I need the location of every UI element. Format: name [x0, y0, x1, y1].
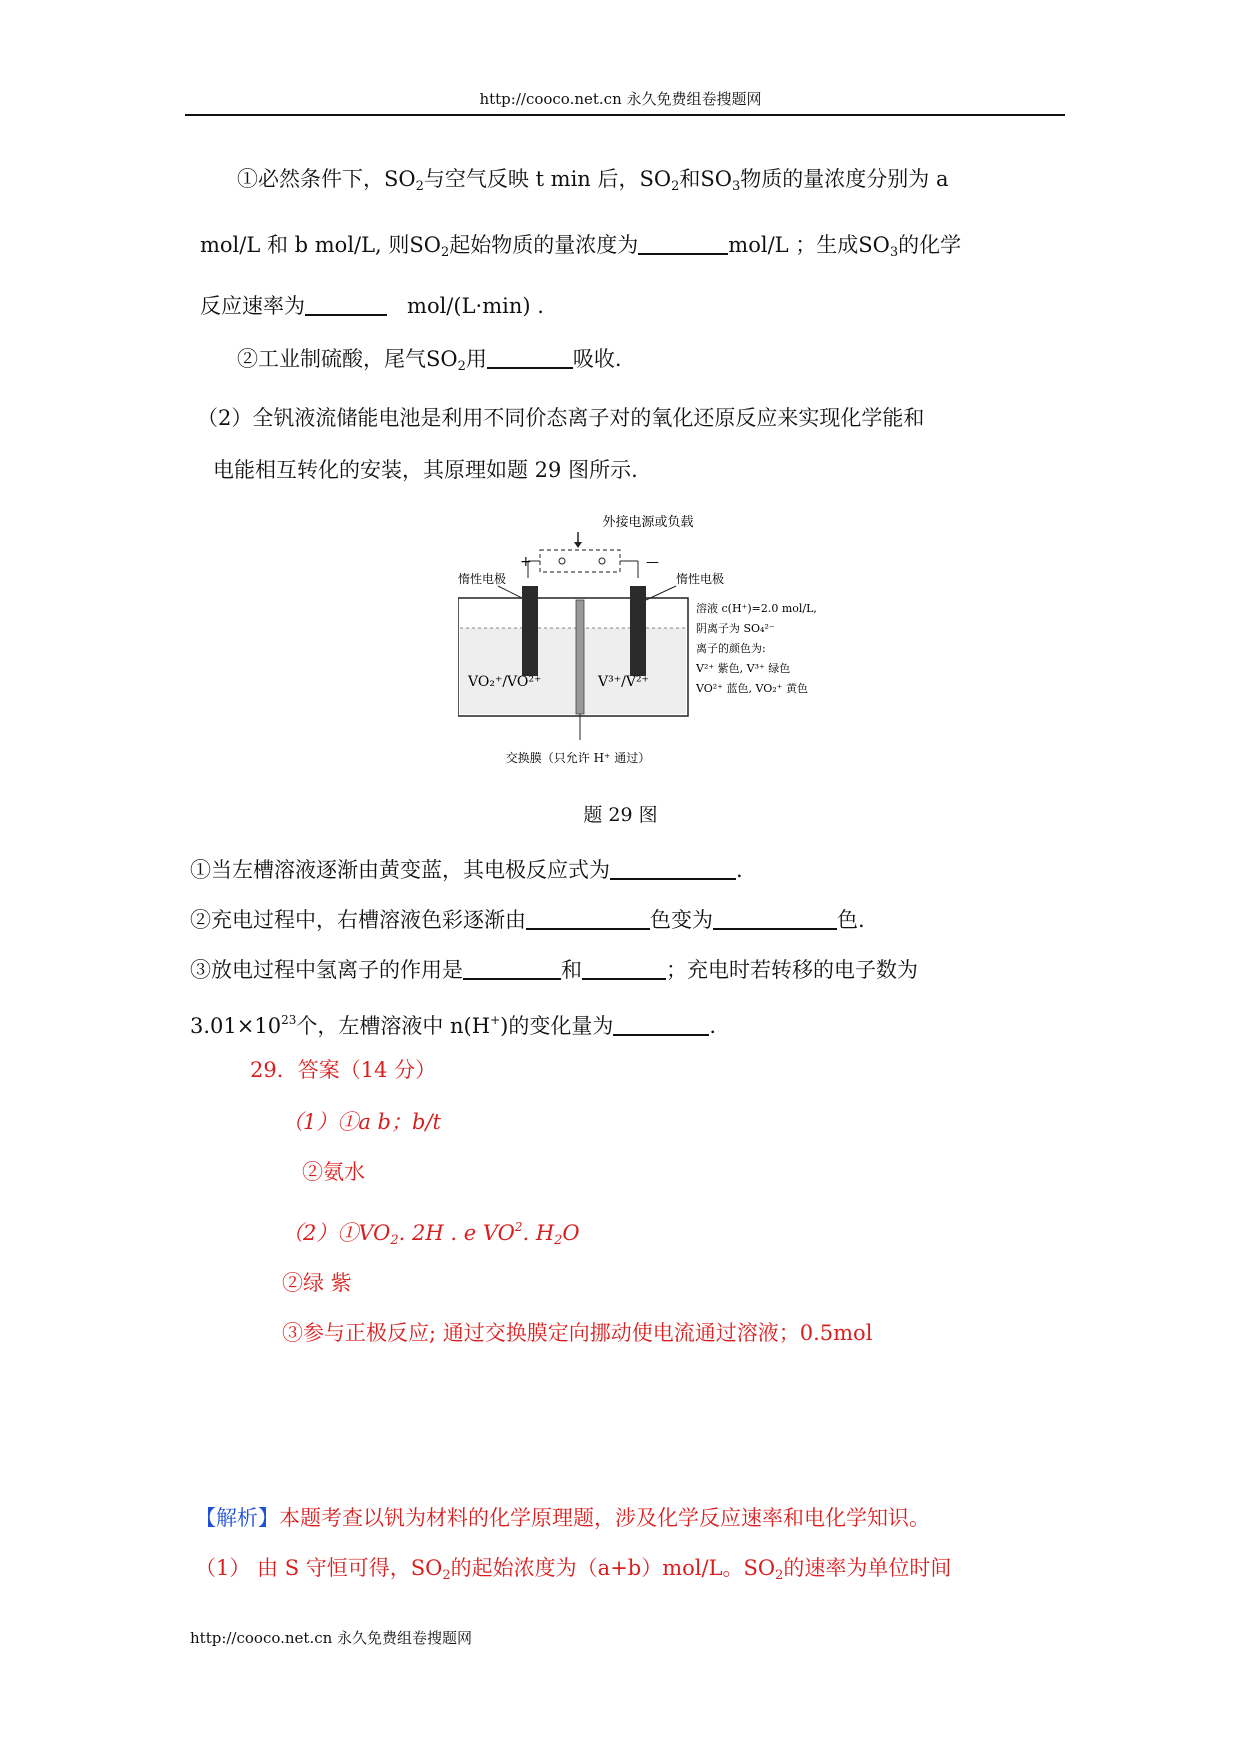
left-ions: VO₂⁺/VO²⁺: [468, 674, 542, 690]
left-electrode: [522, 586, 538, 676]
page-header: http://cooco.net.cn 永久免费组卷搜题网: [479, 90, 762, 108]
header-rule: [185, 114, 1065, 116]
right-electrode-label: 惰性电极: [676, 572, 725, 586]
exchange-membrane: [576, 600, 584, 714]
figure-note: VO²⁺ 蓝色, VO₂⁺ 黄色: [696, 682, 808, 695]
answer-blank: [526, 928, 650, 930]
answer-3: $(2)①VO_2$. 2H . e $VO^2$. $H_2O$: [282, 1220, 580, 1248]
q1-line-4: ②工业制硫酸，尾气$SO_2$用 吸收.: [237, 347, 622, 374]
figure-note: 离子的颜色为:: [696, 642, 766, 655]
q1-line-3: 反应速率为 mol/(L·min) .: [200, 294, 544, 318]
figure-top-label: 外接电源或负载: [602, 515, 694, 530]
answer-blank: [613, 1034, 709, 1036]
analysis-line-2: （1） 由 S 守恒可得，$SO_2$的起始浓度为（a+b）mol/L。$SO_2$的速率为单位时间: [195, 1556, 952, 1583]
answer-blank: [305, 314, 387, 316]
right-electrode: [630, 586, 646, 676]
q1-line-2: mol/L 和 b mol/L, 则$SO_2$起始物质的量浓度为 mol/L ；生成$SO_3$的化学: [200, 233, 962, 260]
q2-line-1: （2）全钒液流储能电池是利用不同价态离子对的氧化还原反应来实现化学能和: [197, 406, 925, 430]
answer-2: ②氨水: [302, 1160, 365, 1184]
left-electrode-label: 惰性电极: [458, 572, 507, 586]
figure-note: 阴离子为 SO₄²⁻: [696, 622, 775, 635]
answer-4: ②绿 紫: [282, 1271, 352, 1295]
q2-line-2: 电能相互转化的安装，其原理如题 29 图所示.: [213, 458, 638, 482]
figure-caption: 题 29 图: [583, 804, 658, 826]
analysis-tag: 【解析】: [195, 1506, 279, 1530]
figure-note: V²⁺ 紫色, V³⁺ 绿色: [696, 662, 791, 675]
q3-line-4: $3.01\times 10^{23}$个，左槽溶液中 n(H+)的变化量为 .: [190, 1013, 717, 1038]
q3-line-2: ②充电过程中，右槽溶液色彩逐渐由 色变为 色.: [190, 908, 865, 932]
q1-line-1: ①必然条件下，$SO_2$与空气反映 t min 后，$SO_2$和$SO_3$物质的量浓度分别为 a: [237, 167, 949, 194]
figure-note: 溶液 c(H⁺)=2.0 mol/L,: [696, 602, 817, 615]
answer-blank: [713, 928, 837, 930]
battery-diagram: [458, 508, 848, 780]
plus-sign: +: [520, 554, 532, 570]
q3-line-3: ③放电过程中氢离子的作用是 和 ；充电时若转移的电子数为: [190, 958, 918, 982]
page-footer: http://cooco.net.cn 永久免费组卷搜题网: [190, 1629, 473, 1647]
membrane-label: 交换膜（只允许 H⁺ 通过）: [505, 751, 651, 765]
answer-title: 29．答案（14 分）: [250, 1058, 437, 1082]
analysis-line-1: 【解析】本题考查以钒为材料的化学原理题，涉及化学反应速率和电化学知识。: [195, 1506, 930, 1530]
answer-blank: [582, 978, 666, 980]
minus-sign: —: [646, 555, 659, 570]
answer-5: ③参与正极反应; 通过交换膜定向挪动使电流通过溶液；0.5mol: [282, 1321, 873, 1345]
q3-line-1: ①当左槽溶液逐渐由黄变蓝，其电极反应式为 .: [190, 858, 743, 882]
answer-blank: [610, 878, 736, 880]
answer-blank: [487, 367, 573, 369]
answer-blank: [463, 978, 561, 980]
answer-blank: [638, 253, 728, 255]
right-ions: V³⁺/V²⁺: [598, 674, 649, 690]
answer-1: （1）①a b；b/t: [282, 1110, 441, 1134]
